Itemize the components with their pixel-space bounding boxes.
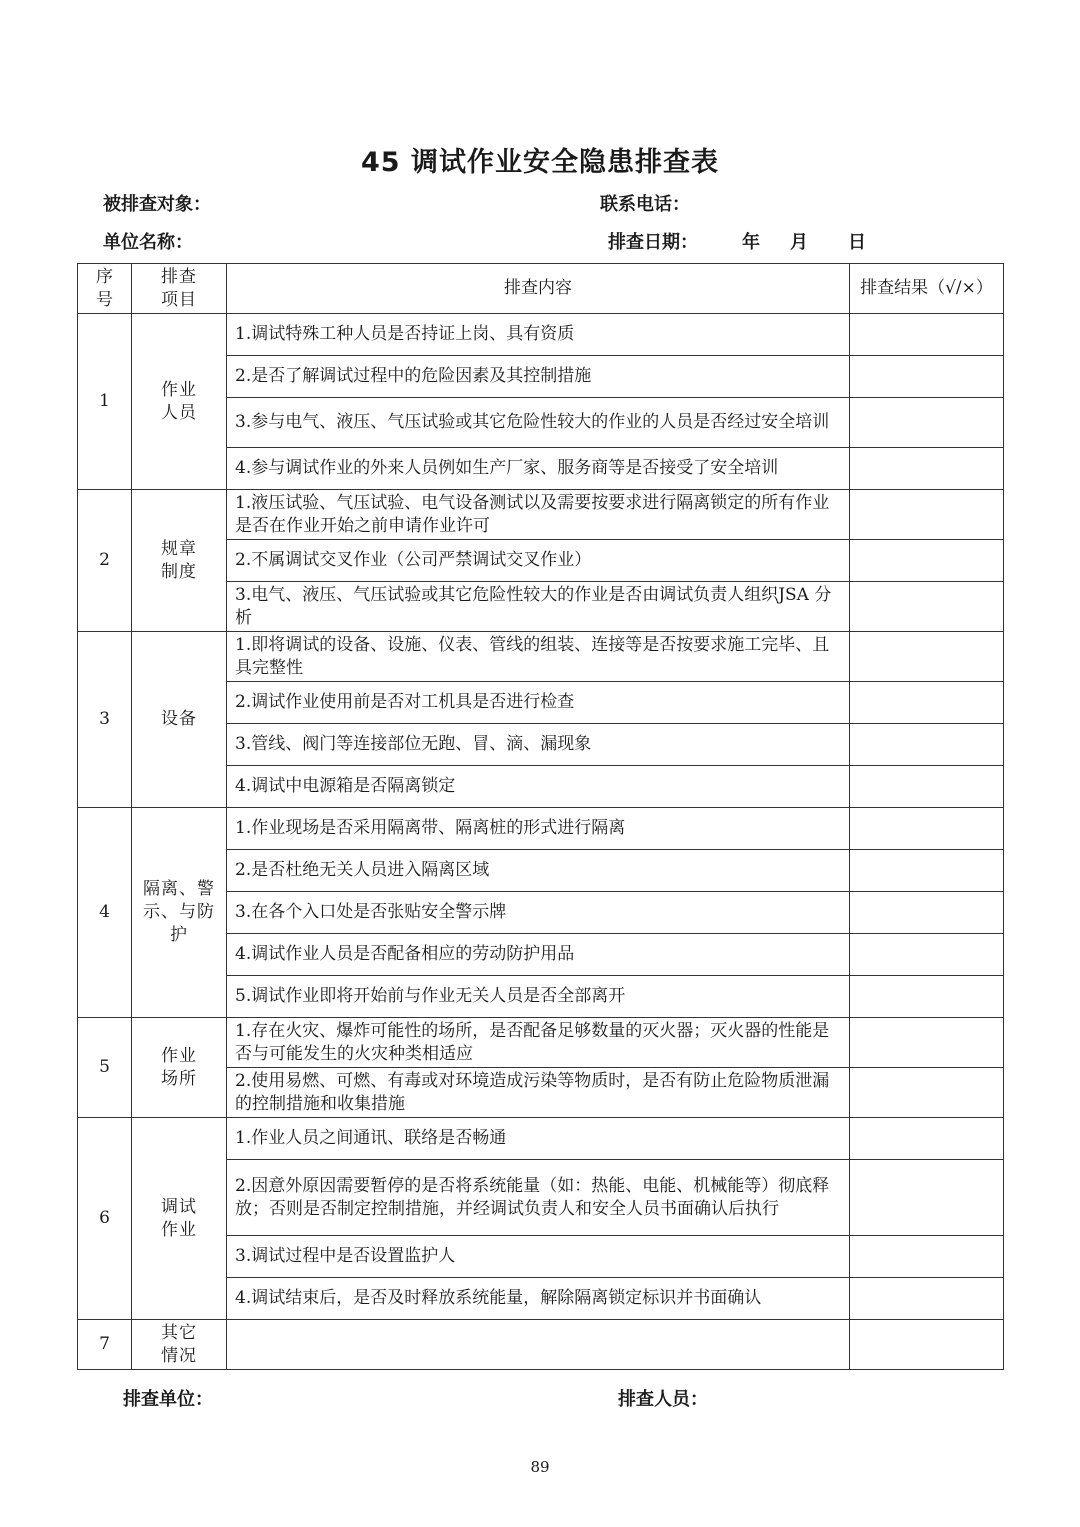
table-row [78, 314, 1004, 356]
group-item: 调试作业 [132, 1118, 227, 1320]
group-item: 其它情况 [132, 1320, 227, 1370]
group-seq: 5 [78, 1018, 132, 1118]
date-label: 排查日期： [608, 232, 698, 253]
target-label: 被排查对象： [103, 194, 211, 215]
date-day: 日 [848, 232, 866, 253]
check-item: 2.调试作业使用前是否对工机具是否进行检查 [227, 682, 850, 724]
result-cell[interactable] [850, 1068, 1004, 1118]
result-cell[interactable] [850, 1160, 1004, 1236]
footer-person-label: 排查人员： [618, 1389, 708, 1410]
check-item: 2.是否杜绝无关人员进入隔离区域 [227, 850, 850, 892]
check-item: 1.液压试验、气压试验、电气设备测试以及需要按要求进行隔离锁定的所有作业是否在作业开始之前申请作业许可 [227, 490, 850, 540]
check-item: 1.作业人员之间通讯、联络是否畅通 [227, 1118, 850, 1160]
result-cell[interactable] [850, 540, 1004, 582]
group-item: 作业人员 [132, 314, 227, 490]
phone-label: 联系电话： [600, 194, 690, 215]
result-cell[interactable] [850, 1018, 1004, 1068]
result-cell[interactable] [850, 1278, 1004, 1320]
group-seq: 4 [78, 808, 132, 1018]
result-cell[interactable] [850, 314, 1004, 356]
result-cell[interactable] [850, 682, 1004, 724]
result-cell[interactable] [850, 724, 1004, 766]
check-item: 3.管线、阀门等连接部位无跑、冒、滴、漏现象 [227, 724, 850, 766]
check-item: 4.调试中电源箱是否隔离锁定 [227, 766, 850, 808]
result-cell[interactable] [850, 490, 1004, 540]
date-year: 年 [742, 232, 760, 253]
footer-unit-label: 排查单位： [123, 1389, 213, 1410]
check-item: 3.电气、液压、气压试验或其它危险性较大的作业是否由调试负责人组织JSA 分析 [227, 582, 850, 632]
inspection-table [77, 263, 1004, 1370]
check-item: 2.是否了解调试过程中的危险因素及其控制措施 [227, 356, 850, 398]
check-item: 3.调试过程中是否设置监护人 [227, 1236, 850, 1278]
inspection-table-body [78, 264, 1004, 1370]
result-cell[interactable] [850, 582, 1004, 632]
result-cell[interactable] [850, 1236, 1004, 1278]
check-item: 4.参与调试作业的外来人员例如生产厂家、服务商等是否接受了安全培训 [227, 448, 850, 490]
result-cell[interactable] [850, 448, 1004, 490]
group-item: 作业场所 [132, 1018, 227, 1118]
group-item: 设备 [132, 632, 227, 808]
table-row [78, 490, 1004, 540]
page-title: 45 调试作业安全隐患排查表 [361, 147, 719, 178]
result-cell[interactable] [850, 808, 1004, 850]
header-result: 排查结果（√/×） [850, 264, 1004, 314]
check-item: 2.使用易燃、可燃、有毒或对环境造成污染等物质时，是否有防止危险物质泄漏的控制措施和收集措施 [227, 1068, 850, 1118]
result-cell[interactable] [850, 632, 1004, 682]
result-cell[interactable] [850, 766, 1004, 808]
table-row [78, 1018, 1004, 1068]
check-item: 1.作业现场是否采用隔离带、隔离桩的形式进行隔离 [227, 808, 850, 850]
result-cell[interactable] [850, 934, 1004, 976]
table-row [78, 1118, 1004, 1160]
check-item: 4.调试作业人员是否配备相应的劳动防护用品 [227, 934, 850, 976]
result-cell[interactable] [850, 892, 1004, 934]
header-item: 排查项目 [132, 264, 227, 314]
table-row [78, 1320, 1004, 1370]
group-seq: 3 [78, 632, 132, 808]
group-seq: 6 [78, 1118, 132, 1320]
check-item: 5.调试作业即将开始前与作业无关人员是否全部离开 [227, 976, 850, 1018]
table-row [78, 808, 1004, 850]
group-item: 规章制度 [132, 490, 227, 632]
page-number: 89 [530, 1458, 550, 1476]
check-item: 2.不属调试交叉作业（公司严禁调试交叉作业） [227, 540, 850, 582]
check-item: 1.即将调试的设备、设施、仪表、管线的组装、连接等是否按要求施工完毕、且具完整性 [227, 632, 850, 682]
result-cell[interactable] [850, 398, 1004, 448]
group-seq: 2 [78, 490, 132, 632]
table-header-row [78, 264, 1004, 314]
result-cell[interactable] [850, 356, 1004, 398]
header-content: 排查内容 [227, 264, 850, 314]
check-item: 3.参与电气、液压、气压试验或其它危险性较大的作业的人员是否经过安全培训 [227, 398, 850, 448]
group-seq: 1 [78, 314, 132, 490]
check-item [227, 1320, 850, 1370]
group-item: 隔离、警示、与防护 [132, 808, 227, 1018]
unit-label: 单位名称： [103, 232, 193, 253]
check-item: 3.在各个入口处是否张贴安全警示牌 [227, 892, 850, 934]
check-item: 2.因意外原因需要暂停的是否将系统能量（如：热能、电能、机械能等）彻底释放；否则是否制定控制措施，并经调试负责人和安全人员书面确认后执行 [227, 1160, 850, 1236]
result-cell[interactable] [850, 850, 1004, 892]
table-row [78, 632, 1004, 682]
date-month: 月 [790, 232, 808, 253]
check-item: 4.调试结束后，是否及时释放系统能量，解除隔离锁定标识并书面确认 [227, 1278, 850, 1320]
result-cell[interactable] [850, 1118, 1004, 1160]
check-item: 1.调试特殊工种人员是否持证上岗、具有资质 [227, 314, 850, 356]
result-cell[interactable] [850, 976, 1004, 1018]
header-seq: 序号 [78, 264, 132, 314]
result-cell[interactable] [850, 1320, 1004, 1370]
check-item: 1.存在火灾、爆炸可能性的场所，是否配备足够数量的灭火器；灭火器的性能是否与可能发生的火灾种类相适应 [227, 1018, 850, 1068]
group-seq: 7 [78, 1320, 132, 1370]
